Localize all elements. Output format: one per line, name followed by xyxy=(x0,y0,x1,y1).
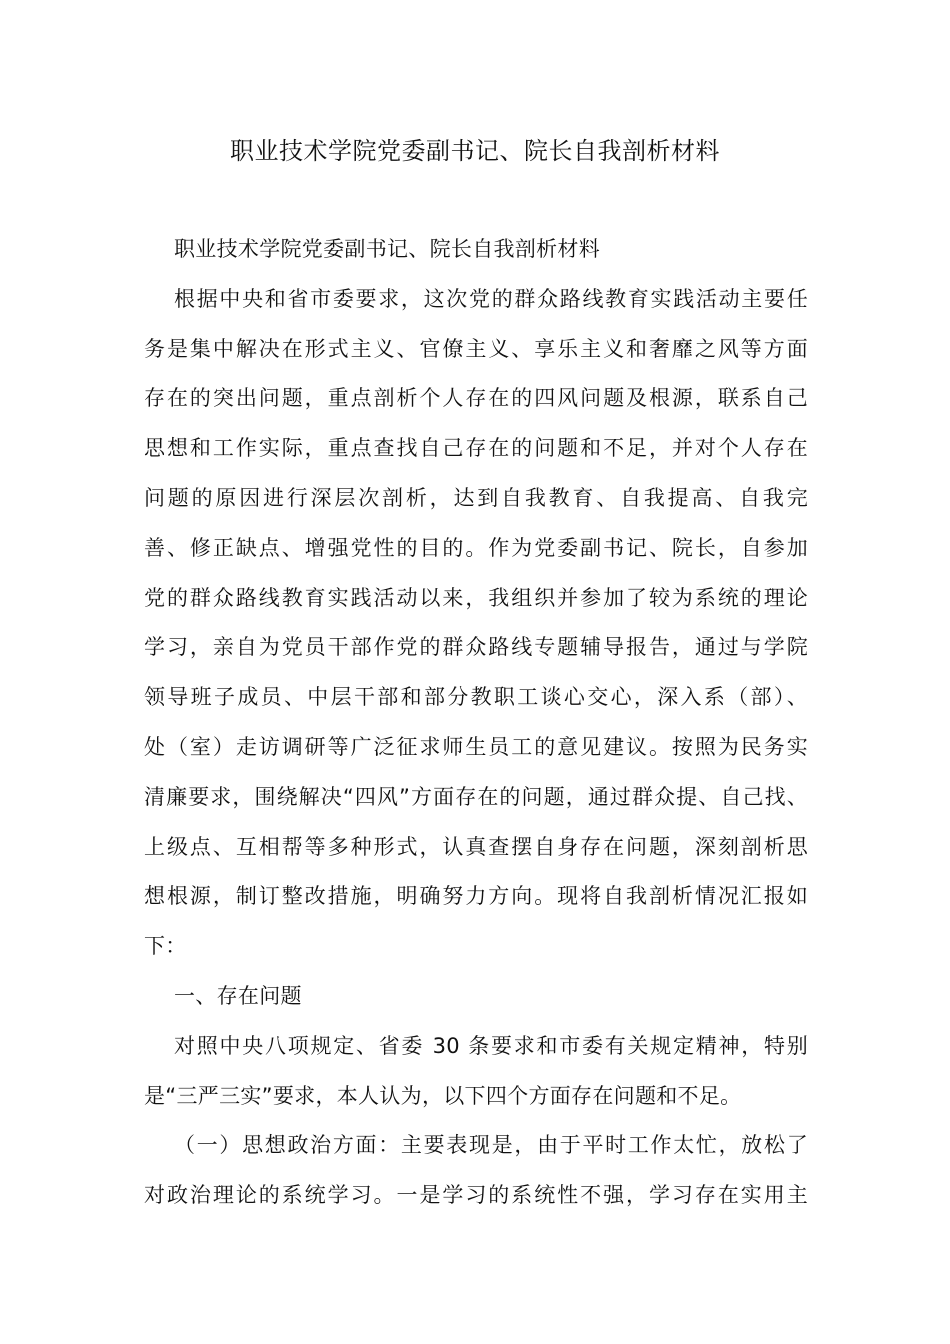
text-line: 领导班子成员、中层干部和部分教职工谈心交心，深入系（部）、 xyxy=(144,685,808,710)
text-line: 党的群众路线教育实践活动以来，我组织并参加了较为系统的理论 xyxy=(144,585,808,610)
text-line: 职业技术学院党委副书记、院长自我剖析材料 xyxy=(174,237,600,261)
text-line: 是“三严三实”要求，本人认为，以下四个方面存在问题和不足。 xyxy=(144,1083,742,1108)
text-line: 学习，亲自为党员干部作党的群众路线专题辅导报告，通过与学院 xyxy=(144,635,808,660)
text-line: 下： xyxy=(144,934,187,959)
document-body xyxy=(144,231,808,1227)
text-line: 一、存在问题 xyxy=(174,983,302,1008)
text-line: 想根源，制订整改措施，明确努力方向。现将自我剖析情况汇报如 xyxy=(144,884,808,909)
text-line: 上级点、互相帮等多种形式，认真查摆自身存在问题，深刻剖析思 xyxy=(144,834,808,859)
text-line: 对照中央八项规定、省委 30 条要求和市委有关规定精神，特别 xyxy=(174,1033,808,1058)
text-line: 根据中央和省市委要求，这次党的群众路线教育实践活动主要任 xyxy=(174,286,808,311)
text-line: 思想和工作实际，重点查找自己存在的问题和不足，并对个人存在 xyxy=(144,436,808,461)
text-line: 存在的突出问题，重点剖析个人存在的四风问题及根源，联系自己 xyxy=(144,386,808,411)
text-line: 善、修正缺点、增强党性的目的。作为党委副书记、院长，自参加 xyxy=(144,535,808,560)
document-title: 职业技术学院党委副书记、院长自我剖析材料 xyxy=(230,137,720,165)
text-line: 清廉要求，围绕解决“四风”方面存在的问题，通过群众提、自己找、 xyxy=(144,784,808,809)
text-line: 对政治理论的系统学习。一是学习的系统性不强，学习存在实用主 xyxy=(144,1183,808,1208)
text-line: 务是集中解决在形式主义、官僚主义、享乐主义和奢靡之风等方面 xyxy=(144,336,808,361)
text-line: 处（室）走访调研等广泛征求师生员工的意见建议。按照为民务实 xyxy=(144,734,808,759)
text-line: 问题的原因进行深层次剖析，达到自我教育、自我提高、自我完 xyxy=(144,485,808,510)
text-line: （一）思想政治方面：主要表现是，由于平时工作太忙，放松了 xyxy=(174,1133,808,1158)
